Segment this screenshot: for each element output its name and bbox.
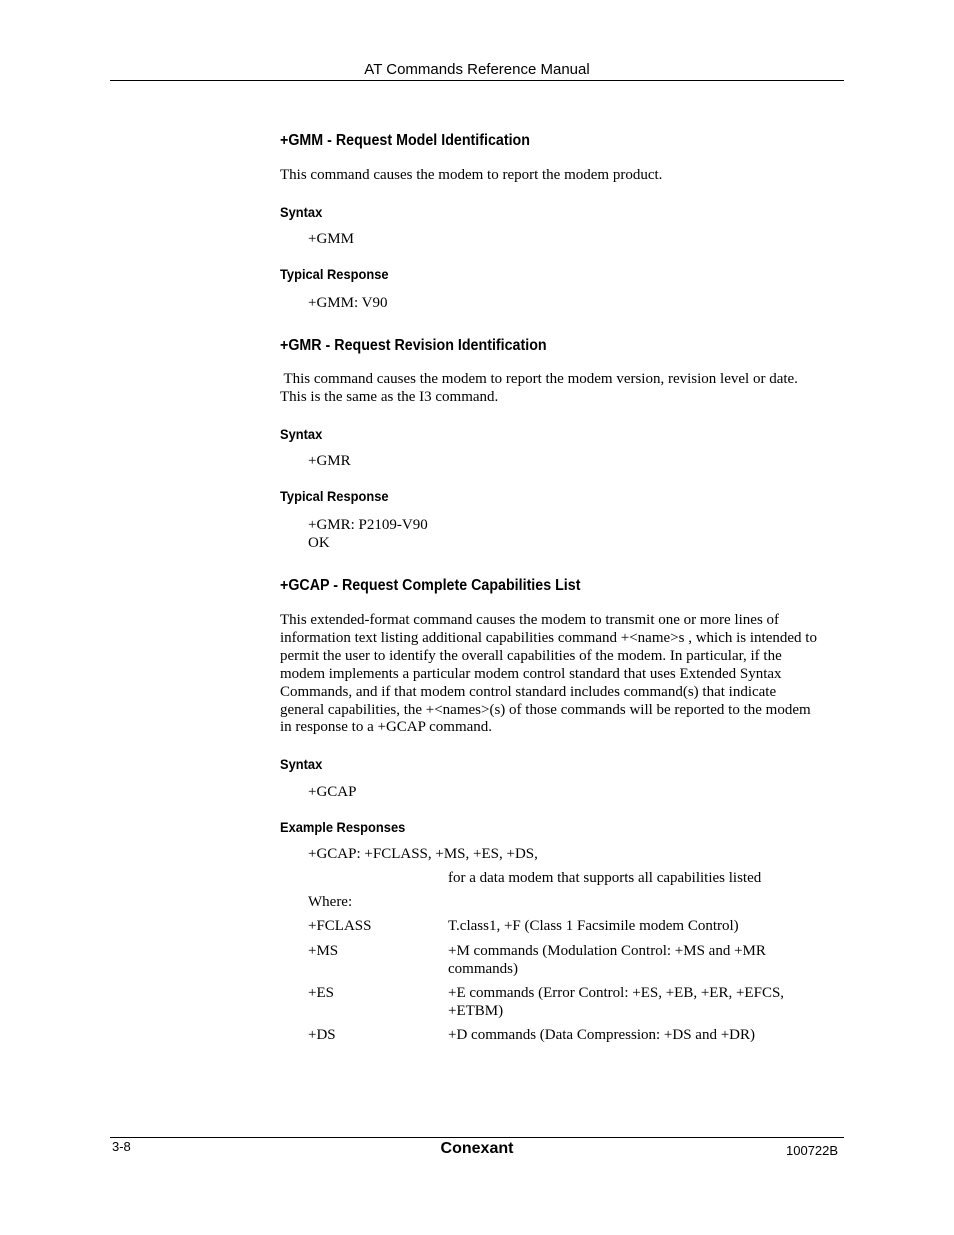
gcap-example-note: for a data modem that supports all capabilities listed bbox=[448, 870, 762, 886]
section-heading-gmm: +GMM - Request Model Identification bbox=[280, 132, 530, 149]
gcap-examples-label: Example Responses bbox=[280, 819, 406, 835]
definition-description: +D commands (Data Compression: +DS and +DR) bbox=[448, 1027, 756, 1043]
footer-rule bbox=[110, 1137, 844, 1138]
document-number: 100722B bbox=[786, 1143, 839, 1158]
gcap-description-line: modem implements a particular modem control standard that uses Extended Syntax bbox=[280, 666, 782, 682]
definition-term: +FCLASS bbox=[308, 918, 372, 934]
gcap-description-line: in response to a +GCAP command. bbox=[280, 719, 493, 735]
gcap-syntax: +GCAP bbox=[308, 784, 357, 800]
definition-description: T.class1, +F (Class 1 Facsimile modem Control) bbox=[448, 918, 739, 934]
gcap-description-line: Commands, and if that modem control standard includes command(s) that indicate bbox=[280, 684, 777, 700]
gcap-description-line: information text listing additional capabilities command +<name>s , which is intended to bbox=[280, 630, 817, 646]
definition-description: +E commands (Error Control: +ES, +EB, +ER, +EFCS, +ETBM) bbox=[448, 985, 785, 1019]
gmr-syntax-label: Syntax bbox=[280, 426, 323, 442]
gcap-syntax-label: Syntax bbox=[280, 756, 323, 772]
gmm-description: This command causes the modem to report the modem product. bbox=[280, 167, 663, 183]
gmr-syntax: +GMR bbox=[308, 453, 351, 469]
definition-term: +DS bbox=[308, 1027, 336, 1043]
gmm-syntax-label: Syntax bbox=[280, 204, 323, 220]
gmr-response-line1: +GMR: P2109-V90 bbox=[308, 517, 428, 533]
section-heading-gmr: +GMR - Request Revision Identification bbox=[280, 337, 547, 354]
gmr-description-line1: This command causes the modem to report the modem version, revision level or date. bbox=[280, 371, 798, 387]
definition-term: +ES bbox=[308, 985, 334, 1001]
company-name: Conexant bbox=[440, 1140, 514, 1157]
running-header: AT Commands Reference Manual bbox=[364, 61, 590, 78]
page-number: 3-8 bbox=[112, 1139, 131, 1154]
gmm-response: +GMM: V90 bbox=[308, 295, 388, 311]
gcap-example-response: +GCAP: +FCLASS, +MS, +ES, +DS, bbox=[308, 846, 538, 862]
gmr-description-line2: This is the same as the I3 command. bbox=[280, 389, 499, 405]
header-rule bbox=[110, 80, 844, 81]
definition-description: +M commands (Modulation Control: +MS and +MR commands) bbox=[448, 943, 766, 977]
gmm-syntax: +GMM bbox=[308, 231, 354, 247]
gcap-description-line: general capabilities, the +<names>(s) of those commands will be reported to the modem bbox=[280, 702, 811, 718]
gmr-response-line2: OK bbox=[308, 535, 330, 551]
section-heading-gcap: +GCAP - Request Complete Capabilities List bbox=[280, 577, 581, 594]
gcap-description-line: This extended-format command causes the modem to transmit one or more lines of bbox=[280, 612, 780, 628]
gmm-response-label: Typical Response bbox=[280, 266, 389, 282]
gcap-where-label: Where: bbox=[308, 894, 353, 910]
definition-term: +MS bbox=[308, 943, 339, 959]
gcap-description-line: permit the user to identify the overall capabilities of the modem. In particular, if the bbox=[280, 648, 782, 664]
gmr-response-label: Typical Response bbox=[280, 488, 389, 504]
